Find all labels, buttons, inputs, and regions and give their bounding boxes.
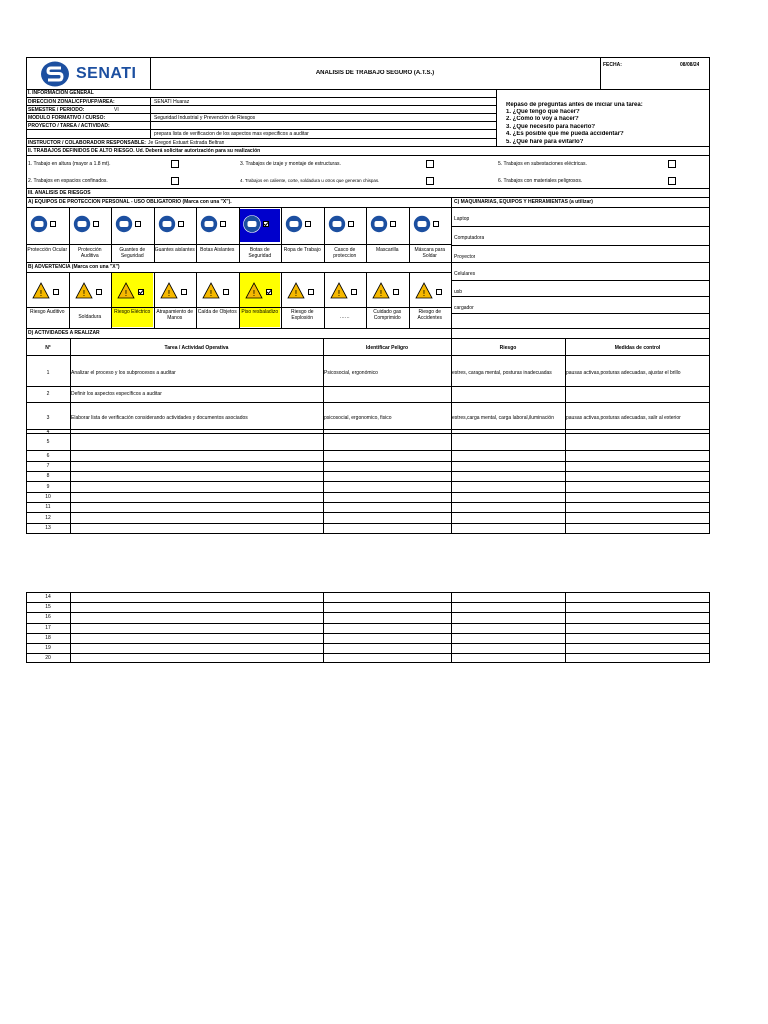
epp-label: Mascarilla: [375, 247, 399, 253]
welding-warning-icon: [75, 282, 93, 300]
alto-riesgo-section-title: II. TRABAJOS DEFINIDOS DE ALTO RIESGO. Ud. Deberá solicitar autorización para su realización: [28, 148, 261, 154]
epp-checkbox[interactable]: [348, 221, 354, 227]
table-cell-n: 18: [45, 634, 51, 641]
maquinaria-divider: [451, 296, 710, 297]
epp-checkbox[interactable]: [93, 221, 99, 227]
alto-riesgo-item-2: 2. Trabajos en espacios confinados.: [28, 178, 108, 184]
advertencia-divider: [196, 272, 197, 328]
table-cell-n: 8: [46, 473, 50, 479]
advertencia-label: ……: [339, 314, 350, 320]
table-row-divider: [26, 429, 710, 430]
question-4: 4. ¿Es posible que me pueda accidentar?: [506, 131, 624, 137]
advertencia-title: B) ADVERTENCIA (Marca con una "X"): [28, 264, 120, 270]
table-cell-n: 3: [46, 414, 50, 421]
helmet-icon: [328, 215, 346, 233]
ear-protection-icon: [73, 215, 91, 233]
maquinaria-item: usb: [454, 289, 463, 295]
alto-riesgo-checkbox-6[interactable]: [668, 177, 676, 185]
question-2: 2. ¿Cómo lo voy a hacer?: [506, 116, 579, 122]
compressed-gas-warning-icon: [372, 282, 390, 300]
goggles-icon: [30, 215, 48, 233]
advertencia-checkbox[interactable]: [138, 289, 144, 295]
epp-checkbox[interactable]: [433, 221, 439, 227]
info-value-direccion: SENATI Huaraz: [154, 99, 190, 105]
advertencia-checkbox[interactable]: [393, 289, 399, 295]
welding-mask-icon: [413, 215, 431, 233]
question-1: 1. ¿Qué tengo qué hacer?: [506, 109, 580, 115]
epp-checkbox[interactable]: [220, 221, 226, 227]
advertencia-checkbox[interactable]: [436, 289, 442, 295]
epp-label: Protección Auditiva: [77, 247, 102, 259]
table-cell-n: 17: [45, 624, 51, 631]
alto-riesgo-item-4: 4. Trabajos en caliente, corte, soldadura u otros que generan chispas.: [240, 178, 380, 183]
table-cell-n: 1: [46, 369, 50, 376]
advertencia-label: Riesgo de Accidentes: [417, 309, 442, 321]
table-col-divider: [451, 338, 452, 533]
mask-icon: [370, 215, 388, 233]
maquinaria-divider: [451, 280, 710, 281]
slippery-floor-warning-icon: [245, 282, 263, 300]
table-cell-medidas: pausas activas,posturas adecuadas, salir al exterior: [566, 414, 681, 421]
alto-riesgo-checkbox-5[interactable]: [668, 160, 676, 168]
electric-warning-icon: [117, 282, 135, 300]
info-value-instructor: Je Gregori Estuart Estrada Beltran: [148, 140, 225, 146]
svg-text:!: !: [166, 289, 171, 298]
table-row-divider: [26, 461, 710, 462]
table-row-divider: [26, 386, 710, 387]
svg-text:!: !: [209, 289, 213, 298]
form-title: ANÁLISIS DE TRABAJO SEGURO (A.T.S.): [315, 70, 435, 76]
advertencia-checkbox[interactable]: [308, 289, 314, 295]
falling-objects-warning-icon: [202, 282, 220, 300]
table-col-divider: [565, 592, 566, 663]
advertencia-label: Atrapamiento de Manos: [156, 309, 194, 321]
epp-label: Botas Aislantes: [200, 247, 235, 253]
table-cell-peligro: psicosocial, ergonomico, fisico: [324, 414, 392, 421]
table-cell-peligro: Psicosocial, ergonómico: [324, 369, 378, 376]
table-header-cell: N°: [45, 345, 51, 351]
analisis-section-title: III. ANÁLISIS DE RIESGOS: [28, 190, 91, 196]
info-label-semestre: SEMESTRE / PERIODO:: [28, 107, 85, 113]
advertencia-checkbox[interactable]: [96, 289, 102, 295]
epp-label: Guantes aislantes: [154, 247, 195, 253]
alto-riesgo-checkbox-2[interactable]: [171, 177, 179, 185]
table-cell-n: 11: [45, 504, 51, 510]
table-row-divider: [26, 633, 710, 634]
epp-checkbox[interactable]: [135, 221, 141, 227]
epp-label: Protección Ocular: [27, 247, 68, 253]
table-cell-n: 4: [46, 429, 50, 435]
maquinaria-item: cargador: [454, 305, 474, 311]
senati-logo: [40, 60, 144, 88]
advertencia-checkbox[interactable]: [223, 289, 229, 295]
accident-warning-icon: [415, 282, 433, 300]
table-row-divider: [26, 512, 710, 513]
epp-label: Botas de Seguridad: [248, 247, 272, 259]
maquinaria-item: Proyector: [454, 254, 476, 260]
table-cell-n: 5: [46, 438, 50, 445]
advertencia-label: Riesgo de Explosión: [290, 309, 314, 321]
senati-logo-icon: [40, 60, 70, 88]
svg-text:!: !: [379, 289, 383, 298]
advertencia-label: Soldadura: [78, 314, 102, 320]
insulating-boots-icon: [200, 215, 218, 233]
svg-text:!: !: [81, 289, 86, 298]
table-row-divider: [26, 492, 710, 493]
maquinaria-divider: [451, 313, 710, 314]
epp-label: Máscara para Soldar: [414, 247, 446, 259]
alto-riesgo-item-5: 5. Trabajos en subestaciones eléctricas.: [498, 161, 587, 167]
maquinaria-item: Laptop: [454, 216, 470, 222]
info-label-proyecto: PROYECTO / TAREA / ACTIVIDAD:: [28, 123, 110, 129]
svg-text:!: !: [294, 289, 298, 298]
epp-title: A) EQUIPOS DE PROTECCIÓN PERSONAL - USO OBLIGATORIO (Marca con una "X").: [28, 199, 232, 205]
table-row-divider: [26, 450, 710, 451]
epp-checkbox[interactable]: [305, 221, 311, 227]
table-header-cell: Riesgo: [499, 345, 517, 351]
info-label-direccion: DIRECCIÓN ZONAL/CFP/UFP/ÁREA:: [28, 99, 115, 105]
explosion-warning-icon: [287, 282, 305, 300]
alto-riesgo-item-6: 6. Trabajos con materiales peligrosos.: [498, 178, 583, 184]
maquinaria-divider: [451, 245, 710, 246]
alto-riesgo-checkbox-1[interactable]: [171, 160, 179, 168]
table-row-divider: [26, 433, 710, 434]
advertencia-checkbox[interactable]: [53, 289, 59, 295]
svg-text:!: !: [124, 289, 128, 298]
actividades-section-title: D) ACTIVIDADES A REALIZAR: [28, 330, 100, 336]
date-label: FECHA:: [603, 62, 622, 68]
alto-riesgo-item-1: 1. Trabajo en altura (mayor a 1.8 mt).: [28, 161, 111, 167]
table-col-divider: [323, 592, 324, 663]
table-header-cell: Tarea / Actividad Operativa: [164, 345, 229, 351]
advertencia-label: Cuidado gas Comprimido: [373, 309, 402, 321]
info-value-semestre: VI: [114, 107, 119, 113]
table-row-divider: [26, 643, 710, 644]
table-cell-n: 7: [46, 463, 50, 469]
advertencia-label: Riesgo Auditivo: [30, 309, 65, 315]
info-value-proyecto: prepara lista de verificacion de los aspectos mas especificos a auditar: [154, 131, 309, 137]
table-col-divider: [70, 338, 71, 533]
epp-label: Guantes de Seguridad: [119, 247, 146, 259]
info-value-modulo: Seguridad Industrial y Prevención de Riesgos: [154, 115, 256, 121]
brand-name: SENATI: [76, 65, 137, 82]
table-row-divider: [26, 523, 710, 524]
table-header-cell: Identificar Peligro: [365, 345, 409, 351]
table-row-divider: [26, 623, 710, 624]
table-row-divider: [26, 402, 710, 403]
table-cell-n: 20: [45, 655, 51, 662]
maquinarias-title: C) MAQUINARIAS, EQUIPOS Y HERRAMIENTAS (a utilizar): [454, 199, 593, 205]
table-row-divider: [26, 602, 710, 603]
table-row-divider: [26, 471, 710, 472]
table-col-divider: [70, 592, 71, 663]
maquinaria-divider: [451, 226, 710, 227]
table-cell-n: 13: [45, 525, 51, 531]
table-row-divider: [26, 612, 710, 613]
table-row-divider: [26, 533, 710, 534]
table-header-divider: [26, 355, 710, 356]
svg-text:!: !: [336, 289, 341, 298]
insulating-gloves-icon: [158, 215, 176, 233]
epp-checkbox[interactable]: [390, 221, 396, 227]
questions-title: Repaso de preguntas antes de iniciar una tarea:: [506, 102, 643, 108]
table-col-divider: [565, 338, 566, 533]
advertencia-checkbox[interactable]: [266, 289, 272, 295]
noise-warning-icon: [32, 282, 50, 300]
epp-checkbox[interactable]: [50, 221, 56, 227]
table-cell-n: 10: [45, 494, 51, 500]
epp-label: Ropa de Trabajo: [283, 247, 321, 253]
advertencia-label: Caída de Objetos: [197, 309, 237, 315]
question-3: 3. ¿Qué necesito para hacerlo?: [506, 124, 596, 130]
table-cell-n: 12: [45, 514, 51, 521]
work-clothes-icon: [285, 215, 303, 233]
generic-warning-icon: [330, 282, 348, 300]
safety-boots-icon: [243, 215, 261, 233]
svg-text:!: !: [39, 289, 43, 298]
table-cell-tarea: Definir los aspectos específicos a auditar: [71, 391, 162, 397]
advertencia-checkbox[interactable]: [181, 289, 187, 295]
table-col-divider: [451, 592, 452, 663]
epp-checkbox[interactable]: [263, 221, 269, 227]
info-section-title: I. INFORMACIÓN GENERAL: [28, 90, 94, 96]
table-cell-n: 2: [46, 391, 50, 397]
table-row-divider: [26, 502, 710, 503]
epp-checkbox[interactable]: [178, 221, 184, 227]
epp-label: Casco de proteccion: [333, 247, 357, 259]
maquinaria-item: Computadora: [454, 235, 485, 241]
table-row-divider: [26, 653, 710, 654]
maquinaria-divider: [451, 262, 710, 263]
info-label-modulo: MÓDULO FORMATIVO / CURSO:: [28, 115, 106, 121]
alto-riesgo-checkbox-4[interactable]: [426, 177, 434, 185]
table-cell-n: 15: [45, 604, 51, 611]
table-cell-n: 16: [45, 614, 51, 621]
alto-riesgo-item-3: 3. Trabajos de izaje y montaje de estructuras.: [240, 161, 341, 167]
alto-riesgo-checkbox-3[interactable]: [426, 160, 434, 168]
table-cell-tarea: Elaborar lista de verificación considerando actividades y documentos asociados: [71, 414, 248, 421]
table-cell-medidas: pausas activas,posturas adecuadas, ajustar el brillo: [566, 369, 681, 376]
table-cell-tarea: Analizar el proceso y los subprocesos a auditar: [71, 369, 176, 376]
table-cell-n: 14: [45, 594, 51, 600]
info-label-instructor: INSTRUCTOR / COLABORADOR RESPONSABLE:: [28, 140, 146, 146]
hand-crush-warning-icon: [160, 282, 178, 300]
table-row-divider: [26, 481, 710, 482]
table-cell-n: 19: [45, 645, 51, 651]
table-cell-riesgo: estres,carga mental, carga laboral,iluminación: [452, 414, 554, 421]
advertencia-checkbox[interactable]: [351, 289, 357, 295]
question-5: 5. ¿Qué haré para evitarlo?: [506, 139, 584, 145]
maquinaria-item: Celulares: [454, 271, 476, 277]
table-col-divider: [323, 338, 324, 533]
table-cell-n: 6: [46, 452, 50, 459]
table-cell-riesgo: estres, caraga mental, posturas inadecuadas: [452, 369, 552, 376]
advertencia-label: Riesgo Eléctrico: [114, 309, 151, 315]
advertencia-label: Piso resbaladizo: [241, 309, 279, 315]
svg-text:!: !: [421, 289, 426, 298]
date-value: 08/08/24: [680, 62, 700, 68]
svg-text:!: !: [251, 289, 256, 298]
table-cell-n: 9: [46, 483, 50, 490]
table-header-cell: Medidas de control: [614, 345, 661, 351]
gloves-icon: [115, 215, 133, 233]
